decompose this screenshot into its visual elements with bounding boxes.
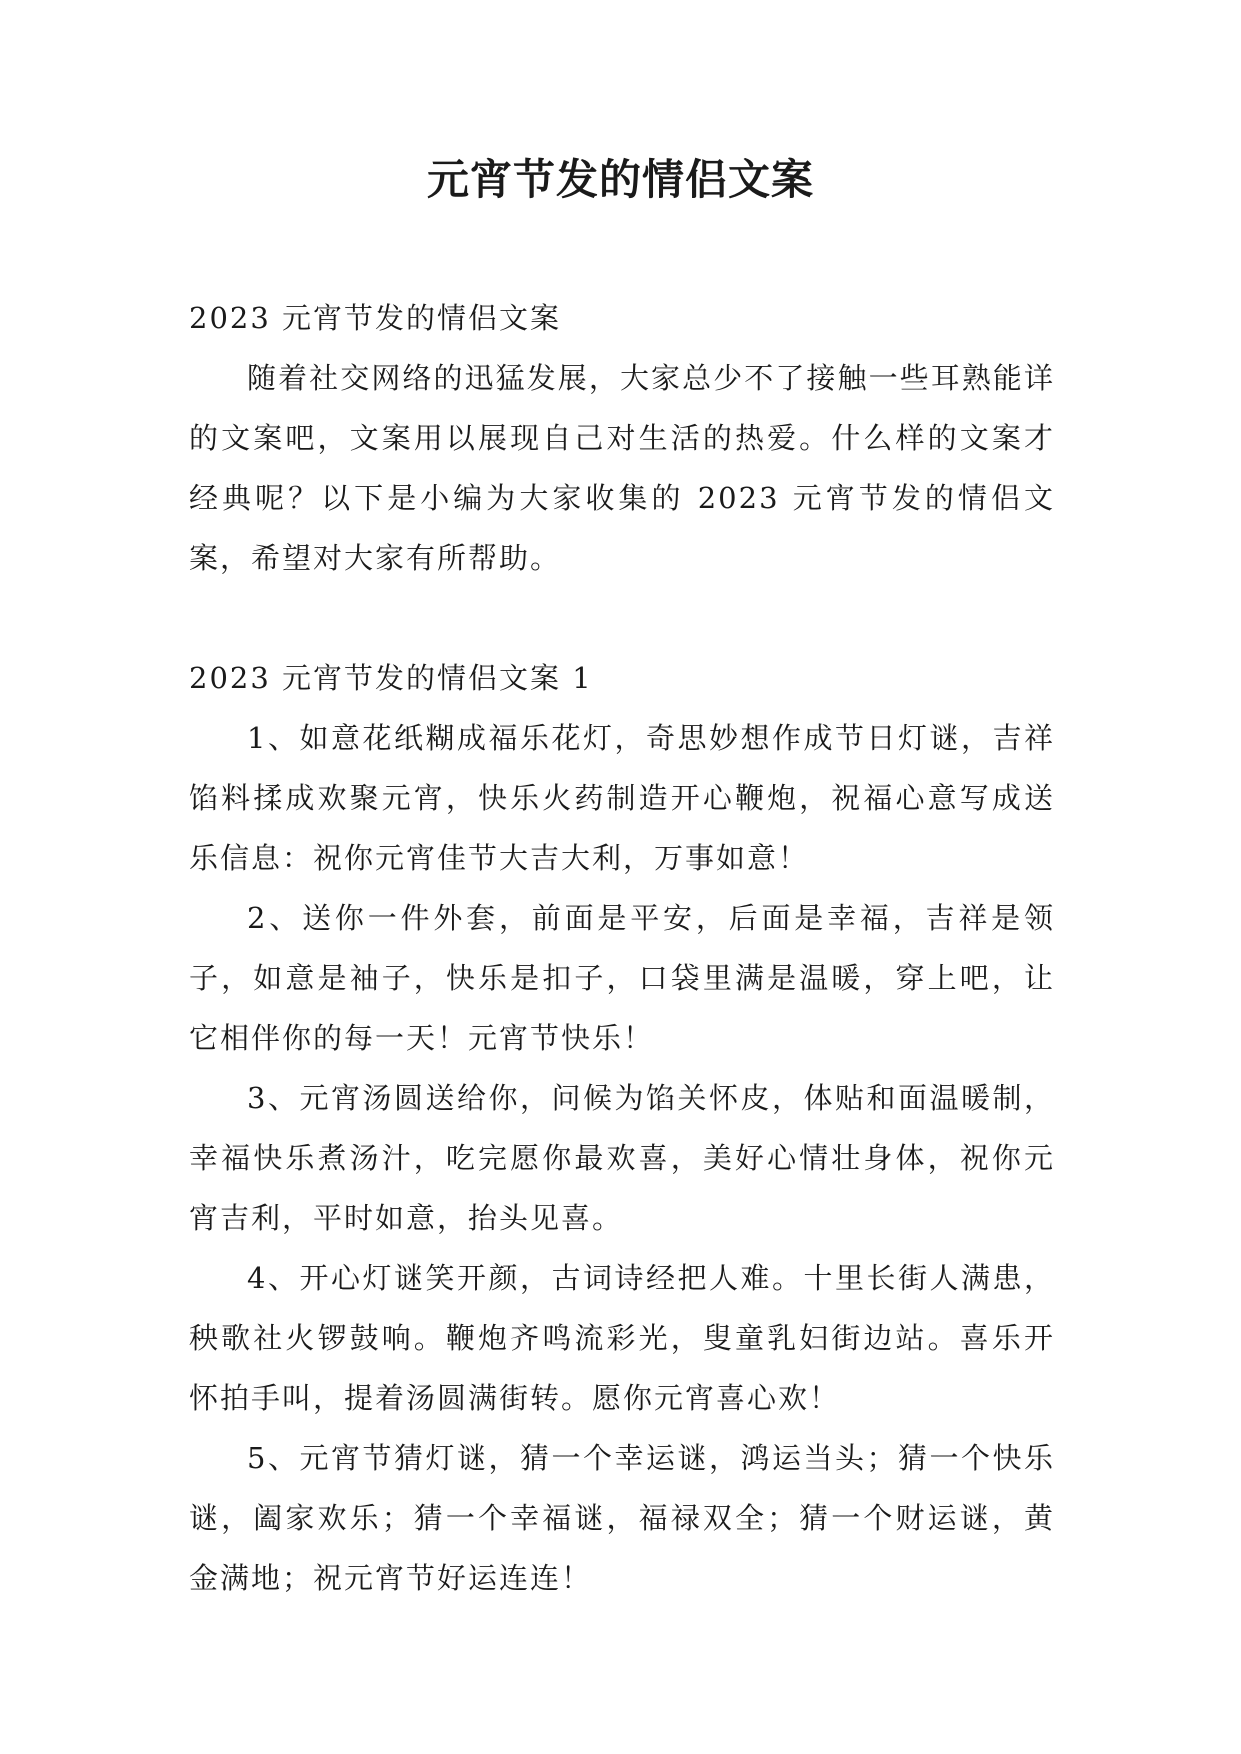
list-item: 5、元宵节猜灯谜，猜一个幸运谜，鸿运当头；猜一个快乐谜，阖家欢乐；猜一个幸福谜，福禄双全；猜一个财运谜，黄金满地；祝元宵节好运连连！ (189, 1441, 1055, 1595)
list-item: 2、送你一件外套，前面是平安，后面是幸福，吉祥是领子，如意是袖子，快乐是扣子，口袋里满是温暖，穿上吧，让它相伴你的每一天！元宵节快乐！ (189, 901, 1055, 1055)
paragraph-gap (189, 588, 1055, 648)
section-heading: 2023 元宵节发的情侣文案 1 (189, 661, 593, 695)
document-subtitle: 2023 元宵节发的情侣文案 (189, 301, 562, 335)
list-item: 4、开心灯谜笑开颜，古词诗经把人难。十里长街人满患，秧歌社火锣鼓响。鞭炮齐鸣流彩光，叟童乳妇街边站。喜乐开怀拍手叫，提着汤圆满街转。愿你元宵喜心欢！ (189, 1261, 1055, 1415)
list-item: 3、元宵汤圆送给你，问候为馅关怀皮，体贴和面温暖制，幸福快乐煮汤汁，吃完愿你最欢喜，美好心情壮身体，祝你元宵吉利，平时如意，抬头见喜。 (189, 1081, 1055, 1235)
document-body (189, 288, 1055, 1608)
document-title: 元宵节发的情侣文案 (426, 155, 814, 204)
intro-paragraph: 随着社交网络的迅猛发展，大家总少不了接触一些耳熟能详的文案吧，文案用以展现自己对生活的热爱。什么样的文案才经典呢？以下是小编为大家收集的 2023 元宵节发的情侣文案，希望对大家有所帮助。 (189, 361, 1055, 575)
list-item: 1、如意花纸糊成福乐花灯，奇思妙想作成节日灯谜，吉祥馅料揉成欢聚元宵，快乐火药制造开心鞭炮，祝福心意写成送乐信息：祝你元宵佳节大吉大利，万事如意！ (189, 721, 1055, 875)
